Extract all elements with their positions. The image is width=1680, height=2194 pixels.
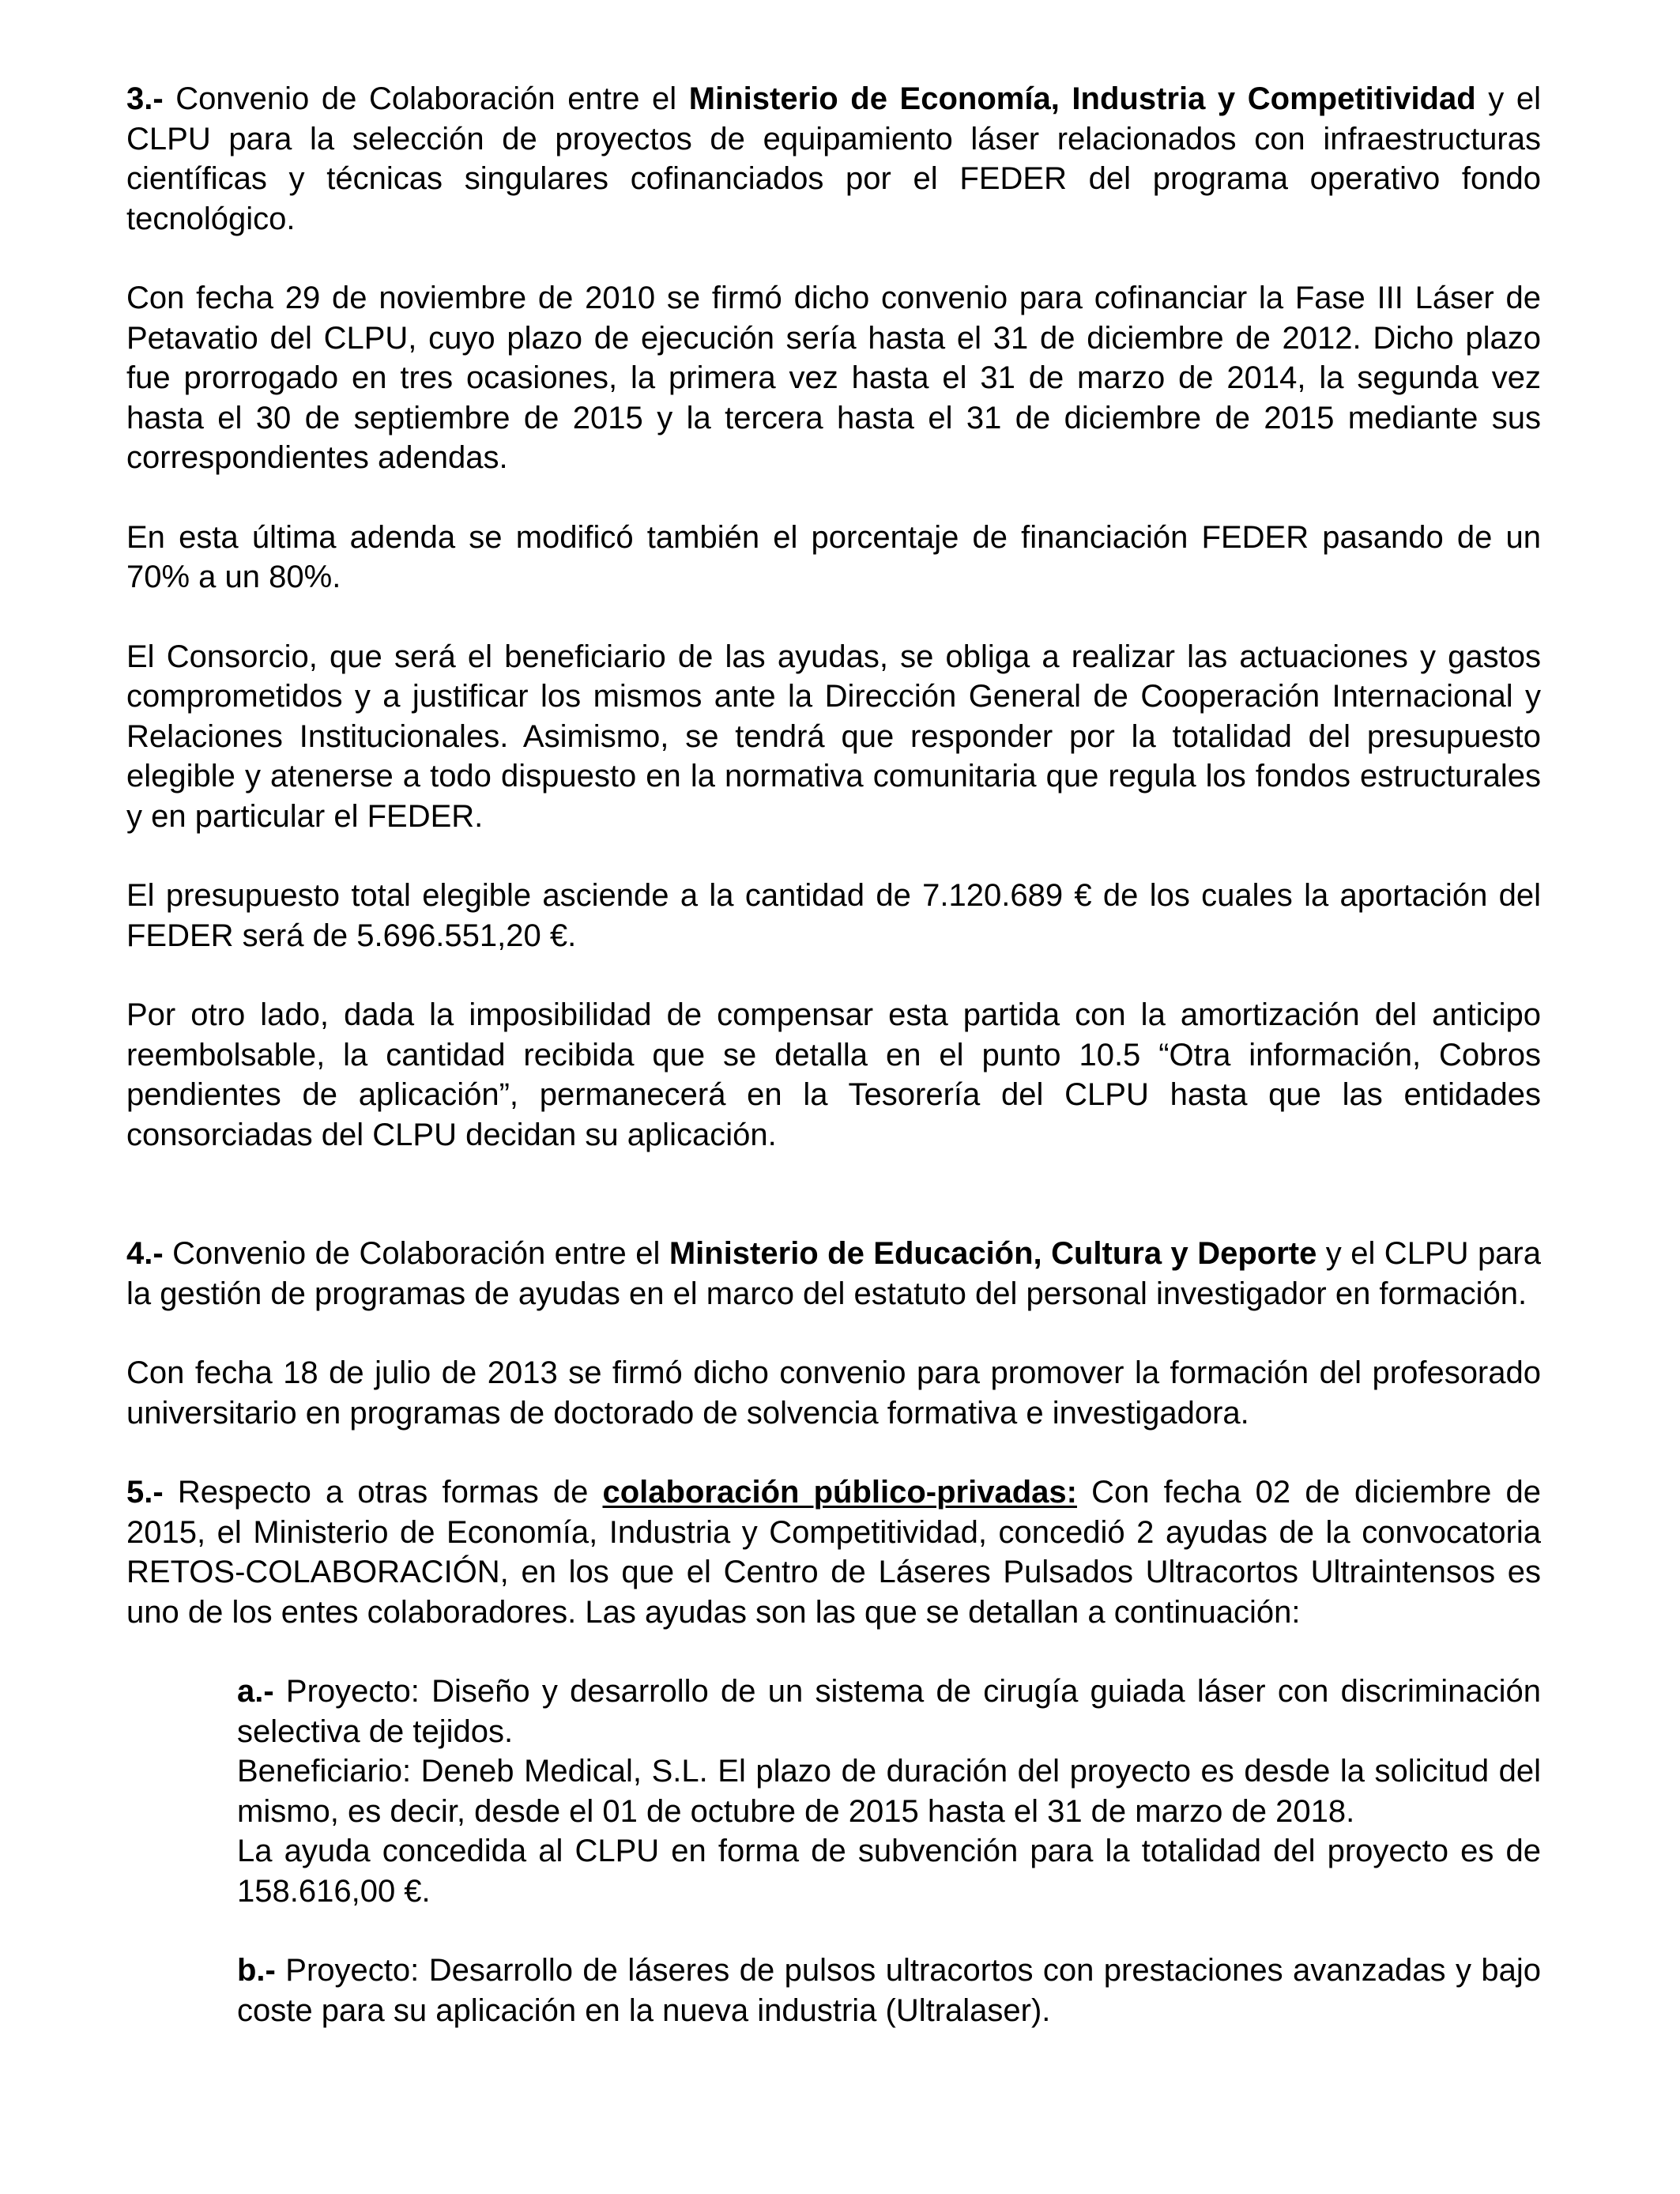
section-3-ministry: Ministerio de Economía, Industria y Competitividad [688,81,1476,116]
item-a-grant: La ayuda concedida al CLPU en forma de subvención para la totalidad del proyecto es de 158.616,00 €. [237,1834,1541,1909]
item-a-label: a.- [237,1674,274,1709]
section-4-label: 4.- [126,1236,164,1271]
section-3-paragraph-dates: Con fecha 29 de noviembre de 2010 se firmó dicho convenio para cofinanciar la Fase III Láser de Petavatio del CLPU, cuyo plazo de ejecución sería hasta el 31 de diciembre de 2012. Dicho plazo fue prorrogado en tres ocasiones, la primera vez hasta el 31 de marzo de 2014, la segunda vez hasta el 30 de septiembre de 2015 y la tercera hasta el 31 de diciembre de 2015 mediante sus correspondientes adendas. [126,281,1541,475]
item-a-project [237,1672,1541,1751]
section-3-paragraph-addendum: En esta última adenda se modificó también el porcentaje de financiación FEDER pasando de un 70% a un 80%. [126,519,1541,594]
item-b-project-text: Proyecto: Desarrollo de láseres de pulsos ultracortos con prestaciones avanzadas y bajo coste para su aplicación en la nueva industria (Ultralaser). [237,1953,1541,2028]
section-5-intro-b: Con fecha 02 de diciembre de 2015, el Ministerio de Economía, Industria y Competitividad, concedió 2 ayudas de la convocatoria RETOS-COLABORACIÓN, en los que el Centro de Láseres Pulsados Ultracortos Ultraintensos es uno de los entes colaboradores. Las ayudas son las que se detallan a continuación: [126,1475,1542,1630]
section-4-intro-b: y el CLPU para la gestión de programas de ayudas en el marco del estatuto del personal investigador en formación. [126,1236,1541,1311]
item-a-block [237,1672,1541,1911]
section-4-ministry: Ministerio de Educación, Cultura y Deporte [669,1236,1317,1271]
item-a-beneficiary: Beneficiario: Deneb Medical, S.L. El plazo de duración del proyecto es desde la solicitud del mismo, es decir, desde el 01 de octubre de 2015 hasta el 31 de marzo de 2018. [237,1754,1541,1829]
section-3-intro-a: Convenio de Colaboración entre el [163,81,689,116]
item-b-label: b.- [237,1953,276,1988]
item-b-project [237,1951,1541,2030]
section-4-intro-a: Convenio de Colaboración entre el [163,1236,669,1271]
document-page [126,79,1541,2030]
section-5-label: 5.- [126,1475,164,1510]
item-b-block [237,1951,1541,2030]
section-5-intro-a: Respecto a otras formas de [163,1475,603,1510]
section-3-paragraph-treasury: Por otro lado, dada la imposibilidad de compensar esta partida con la amortización del anticipo reembolsable, la cantidad recibida que se detalla en el punto 10.5 “Otra información, Cobros pendientes de aplicación”, permanecerá en la Tesorería del CLPU hasta que las entidades consorciadas del CLPU decidan su aplicación. [126,997,1541,1152]
section-5-heading [126,1472,1541,1632]
item-a-project-text: Proyecto: Diseño y desarrollo de un sistema de cirugía guiada láser con discriminación selectiva de tejidos. [237,1674,1541,1749]
section-3-intro-b: y el CLPU para la selección de proyectos de equipamiento láser relacionados con infraestructuras científicas y técnicas singulares cofinanciados por el FEDER del programa operativo fondo tecnológico. [126,81,1542,236]
section-4-paragraph-dates: Con fecha 18 de julio de 2013 se firmó dicho convenio para promover la formación del profesorado universitario en programas de doctorado de solvencia formativa e investigadora. [126,1355,1541,1431]
section-5-highlight: colaboración público-privadas: [602,1475,1077,1510]
section-4-heading [126,1234,1541,1314]
section-3-heading [126,79,1541,239]
section-3-label: 3.- [126,81,164,116]
section-3-paragraph-budget: El presupuesto total elegible asciende a la cantidad de 7.120.689 € de los cuales la aportación del FEDER será de 5.696.551,20 €. [126,878,1541,953]
section-3-paragraph-obligations: El Consorcio, que será el beneficiario de las ayudas, se obliga a realizar las actuaciones y gastos comprometidos y a justificar los mismos ante la Dirección General de Cooperación Internacional y Relaciones Institucionales. Asimismo, se tendrá que responder por la totalidad del presupuesto elegible y atenerse a todo dispuesto en la normativa comunitaria que regula los fondos estructurales y en particular el FEDER. [126,639,1541,834]
